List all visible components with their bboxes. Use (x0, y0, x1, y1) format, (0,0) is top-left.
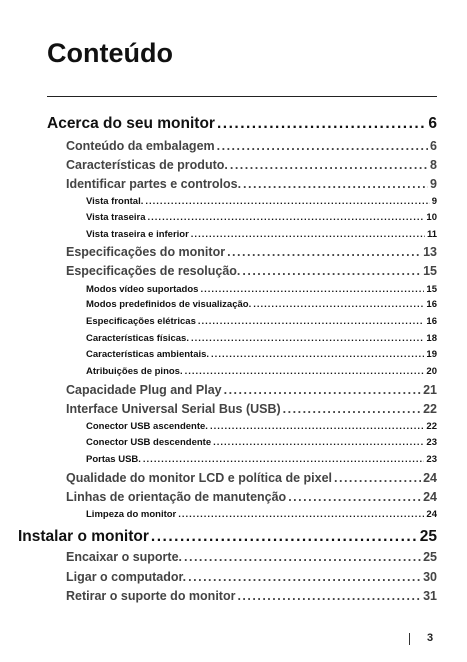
page-number: 3 (427, 632, 434, 644)
toc-entry[interactable] (86, 284, 437, 295)
toc-entry-page: 25 (419, 528, 437, 545)
toc-entry-label: Modos vídeo suportados (86, 284, 199, 295)
toc-dot-leader (224, 383, 421, 397)
toc-dot-leader (188, 570, 421, 584)
toc-entry[interactable] (66, 158, 437, 172)
toc-dot-leader (184, 550, 421, 564)
toc-dot-leader (148, 212, 425, 223)
toc-entry[interactable] (66, 139, 437, 153)
toc-entry-label: Portas USB. (86, 454, 141, 465)
toc-entry[interactable] (18, 528, 437, 546)
toc-entry-page: 24 (423, 471, 437, 485)
toc-entry-page: 19 (426, 349, 437, 360)
toc-entry-label: Linhas de orientação de manutenção (66, 490, 287, 504)
toc-entry-page: 10 (426, 212, 437, 223)
toc-entry[interactable] (86, 229, 437, 240)
toc-entry-page: 30 (423, 570, 437, 584)
toc-entry-label: Conector USB ascendente. (86, 421, 208, 432)
toc-entry[interactable] (66, 264, 437, 278)
toc-dot-leader (237, 589, 421, 603)
toc-entry[interactable] (86, 212, 437, 223)
toc-dot-leader (178, 509, 424, 520)
toc-entry[interactable] (66, 177, 437, 191)
toc-dot-leader (143, 454, 425, 465)
toc-dot-leader (145, 196, 429, 207)
toc-entry-label: Ligar o computador. (66, 570, 187, 584)
toc-entry[interactable] (86, 454, 437, 465)
toc-entry-label: Características ambientais. (86, 349, 210, 360)
toc-entry-label: Retirar o suporte do monitor (66, 589, 236, 603)
toc-dot-leader (334, 471, 421, 485)
toc-entry-page: 22 (426, 421, 437, 432)
toc-entry[interactable] (66, 383, 437, 397)
toc-dot-leader (213, 437, 424, 448)
toc-entry-page: 6 (430, 139, 437, 153)
toc-entry-page: 22 (423, 402, 437, 416)
toc-entry-label: Vista frontal. (86, 196, 144, 207)
toc-entry-page: 25 (423, 550, 437, 564)
toc-dot-leader (230, 158, 428, 172)
toc-entry[interactable] (86, 421, 437, 432)
toc-entry-page: 11 (426, 229, 437, 240)
toc-dot-leader (243, 177, 428, 191)
toc-dot-leader (217, 139, 428, 153)
toc-entry-label: Identificar partes e controlos. (66, 177, 242, 191)
toc-dot-leader (151, 528, 418, 546)
toc-entry-label: Especificações de resolução. (66, 264, 241, 278)
toc-entry-label: Conteúdo da embalagem (66, 139, 215, 153)
toc-entry-page: 18 (426, 333, 437, 344)
toc-entry-label: Capacidade Plug and Play (66, 383, 222, 397)
toc-entry-label: Atribuições de pinos. (86, 366, 183, 377)
toc-entry[interactable] (66, 550, 437, 564)
toc-entry[interactable] (66, 570, 437, 584)
toc-entry-page: 16 (426, 316, 437, 327)
toc-entry[interactable] (86, 437, 437, 448)
toc-entry[interactable] (66, 589, 437, 603)
toc-entry-page: 9 (430, 177, 437, 191)
toc-dot-leader (211, 349, 424, 360)
toc-dot-leader (227, 245, 421, 259)
toc-entry-page: 8 (430, 158, 437, 172)
toc-entry-label: Especificações do monitor (66, 245, 226, 259)
toc-entry-label: Especificações elétricas (86, 316, 196, 327)
toc-entry[interactable] (86, 333, 437, 344)
toc-entry-label: Encaixar o suporte. (66, 550, 183, 564)
toc-entry[interactable] (66, 245, 437, 259)
toc-entry[interactable] (86, 316, 437, 327)
toc-dot-leader (288, 490, 421, 504)
toc-entry-page: 31 (423, 589, 437, 603)
toc-dot-leader (253, 299, 424, 310)
toc-entry-page: 23 (426, 454, 437, 465)
toc-entry-label: Modos predefinidos de visualização. (86, 299, 252, 310)
toc-entry-label: Limpeza do monitor (86, 509, 177, 520)
toc-entry[interactable] (86, 509, 437, 520)
toc-entry-label: Vista traseira e inferior (86, 229, 189, 240)
toc-entry-label: Qualidade do monitor LCD e política de pixel (66, 471, 333, 485)
toc-dot-leader (242, 264, 421, 278)
toc-entry-label: Acerca do seu monitor (47, 115, 215, 132)
toc-dot-leader (191, 229, 425, 240)
toc-entry-label: Interface Universal Serial Bus (USB) (66, 402, 281, 416)
toc-entry[interactable] (86, 196, 437, 207)
toc-dot-leader (200, 284, 424, 295)
toc-entry-page: 20 (426, 366, 437, 377)
toc-entry-page: 6 (428, 115, 437, 132)
toc-entry-page: 16 (426, 299, 437, 310)
toc-dot-leader (210, 421, 424, 432)
toc-entry[interactable] (47, 115, 437, 133)
toc-entry-label: Vista traseira (86, 212, 146, 223)
toc-entry-page: 21 (423, 383, 437, 397)
toc-entry-label: Conector USB descendente (86, 437, 212, 448)
footer-divider (409, 633, 410, 645)
toc-entry[interactable] (66, 471, 437, 485)
toc-entry-page: 15 (426, 284, 437, 295)
toc-entry-label: Características físicas. (86, 333, 189, 344)
toc-entry-label: Instalar o monitor (18, 528, 149, 545)
toc-dot-leader (217, 115, 426, 133)
toc-entry-page: 24 (423, 490, 437, 504)
toc-entry-page: 9 (431, 196, 437, 207)
toc-entry[interactable] (66, 490, 437, 504)
toc-dot-leader (191, 333, 424, 344)
toc-entry[interactable] (66, 402, 437, 416)
toc-entry-label: Características de produto. (66, 158, 228, 172)
toc-dot-leader (185, 366, 425, 377)
toc-entry[interactable] (86, 299, 437, 310)
toc-entry[interactable] (86, 366, 437, 377)
toc-entry-page: 24 (426, 509, 437, 520)
toc-dot-leader (198, 316, 425, 327)
toc-entry-page: 15 (423, 264, 437, 278)
toc-entry-page: 13 (423, 245, 437, 259)
toc-entry[interactable] (86, 349, 437, 360)
toc-dot-leader (283, 402, 421, 416)
page-title: Conteúdo (47, 38, 173, 68)
toc-entry-page: 23 (426, 437, 437, 448)
